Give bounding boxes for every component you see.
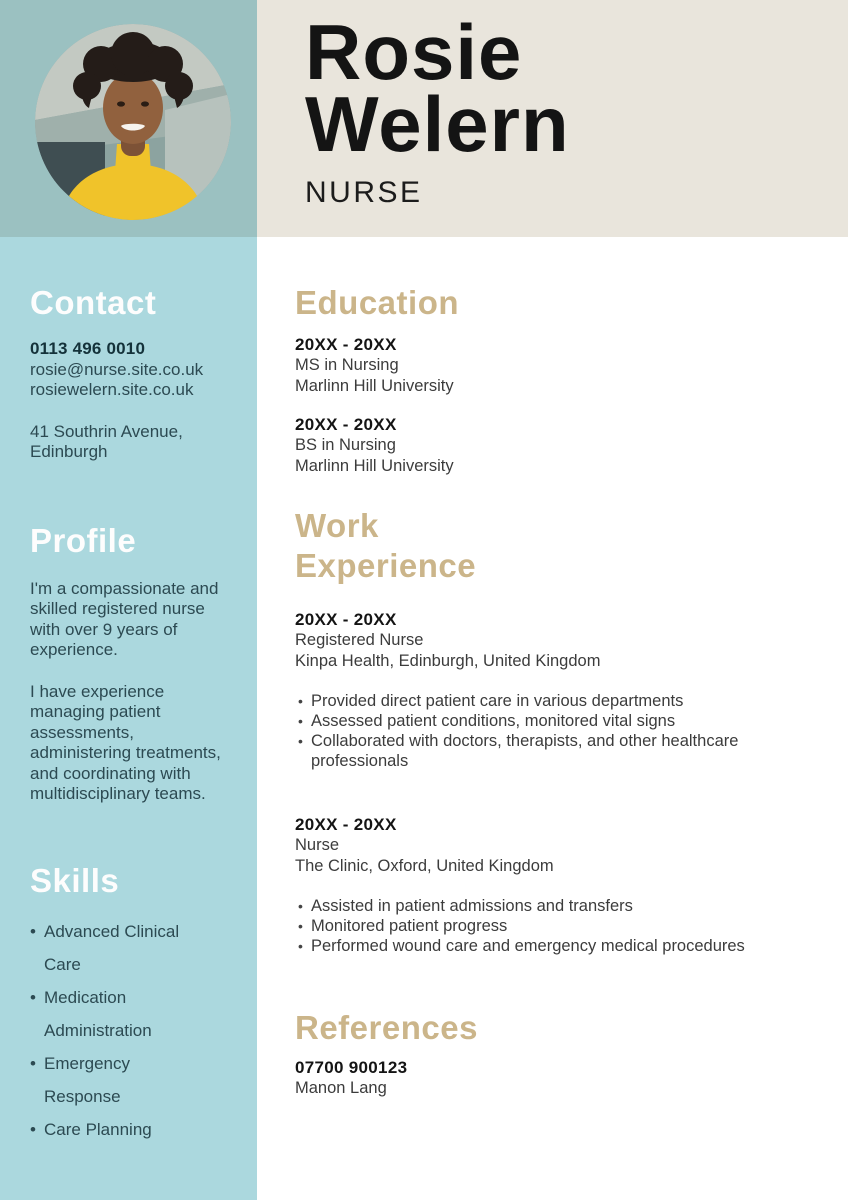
main-column [257,237,848,1200]
education-degree: MS in Nursing [295,356,399,374]
contact-phone: 0113 496 0010 [30,339,146,358]
education-period: 20XX - 20XX [295,335,397,354]
education-school: Marlinn Hill University [295,456,454,475]
contact-email: rosie@nurse.site.co.uk [30,359,204,379]
work-period: 20XX - 20XX [295,815,397,834]
person-name-line2: Welern [305,80,570,168]
skill-item: • Emergency Response [30,1047,198,1113]
contact-heading: Contact [30,284,157,321]
education-section [295,283,808,476]
work-bullet: • Performed wound care and emergency medical procedures [295,936,765,956]
profile-section [30,521,231,805]
education-entry [295,415,808,476]
work-bullet: • Collaborated with doctors, therapists, and other healthcare professionals [295,731,765,771]
profile-paragraph: I'm a compassionate and skilled registered nurse with over 9 years of experience. [30,578,219,659]
reference-phone: 07700 900123 [295,1058,408,1077]
references-heading: References [295,1009,478,1046]
profile-heading: Profile [30,521,137,559]
work-entry [295,610,808,771]
references-section [295,1008,808,1099]
work-experience-section [295,506,808,956]
contact-address-line2: Edinburgh [30,442,108,461]
work-organization: The Clinic, Oxford, United Kingdom [295,856,554,875]
work-bullet-list [295,896,765,956]
contact-address [30,422,231,463]
education-heading: Education [295,284,460,321]
person-name-line1: Rosie [305,8,523,96]
work-experience-heading-line1: Work [295,507,379,544]
work-experience-heading-line2: Experience [295,547,477,584]
work-bullet: • Provided direct patient care in various departments [295,691,765,711]
skill-item: • Medication Administration [30,981,198,1047]
work-bullet-list [295,691,765,771]
work-role: Nurse [295,836,340,854]
header [257,0,848,237]
skills-list [30,915,231,1146]
work-bullet: • Assessed patient conditions, monitored vital signs [295,711,765,731]
contact-address-line1: 41 Southrin Avenue, [30,421,183,441]
work-role: Registered Nurse [295,631,424,649]
education-entry [295,335,808,396]
sidebar [0,237,257,1200]
reference-name: Manon Lang [295,1079,387,1097]
work-bullet: • Monitored patient progress [295,916,765,936]
skill-item: • Care Planning [30,1113,198,1146]
education-school: Marlinn Hill University [295,376,454,395]
work-organization: Kinpa Health, Edinburgh, United Kingdom [295,651,601,670]
work-entry [295,815,808,956]
contact-website: rosiewelern.site.co.uk [30,380,194,399]
skills-heading: Skills [30,861,120,899]
portrait-illustration [35,24,231,220]
contact-section [30,283,231,463]
education-period: 20XX - 20XX [295,415,397,434]
work-bullet: • Assisted in patient admissions and transfers [295,896,765,916]
work-period: 20XX - 20XX [295,610,397,629]
person-name [305,8,828,168]
skills-section [30,861,231,1146]
profile-photo [35,24,231,220]
person-role: NURSE [305,176,423,209]
work-experience-heading [295,506,808,586]
skill-item: • Advanced Clinical Care [30,915,198,981]
reference-entry [295,1058,808,1099]
photo-panel [0,0,257,237]
education-degree: BS in Nursing [295,436,396,454]
profile-paragraph: I have experience managing patient assessments, administering treatments, and coordinating with multidisciplinary teams. [30,681,221,803]
